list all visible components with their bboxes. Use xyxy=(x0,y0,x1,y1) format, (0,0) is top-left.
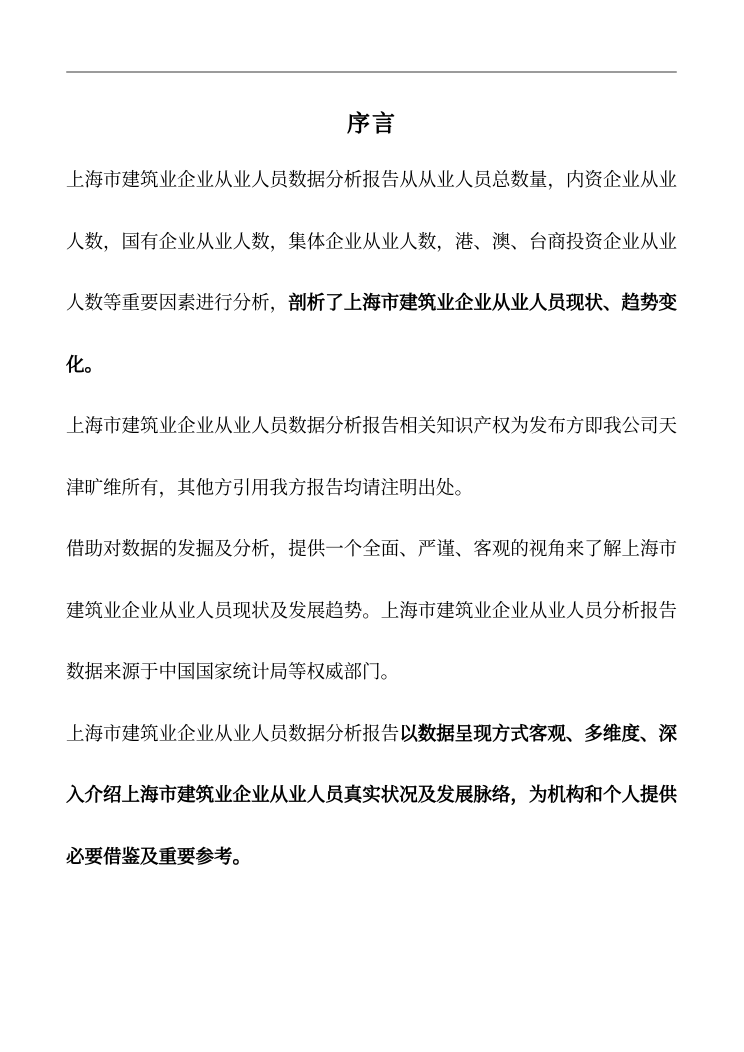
paragraph xyxy=(66,149,677,395)
paragraph-segment: 上海市建筑业企业从业人员数据分析报告 xyxy=(66,722,400,744)
document-title: 序言 xyxy=(347,110,397,136)
paragraph-segment: 上海市建筑业企业从业人员数据分析报告从从业人员总数量，内资企业从业人数，国有企业从业人数，集体企业从业人数，港、澳、台商投资企业从业人数等重要因素进行分析， xyxy=(66,169,677,313)
paragraph xyxy=(66,395,677,518)
paragraph-segment: 上海市建筑业企业从业人员数据分析报告相关知识产权为发布方即我公司天津旷维所有，其他方引用我方报告均请注明出处。 xyxy=(66,415,677,498)
paragraph xyxy=(66,518,677,703)
header-rule xyxy=(66,71,677,73)
paragraph-segment-bold: 剖析了上海市建筑业企业从业人员现状、趋势变化。 xyxy=(66,292,677,375)
paragraph-segment: 借助对数据的发掘及分析，提供一个全面、严谨、客观的视角来了解上海市建筑业企业从业人员现状及发展趋势。上海市建筑业企业从业人员分析报告数据来源于中国国家统计局等权威部门。 xyxy=(66,538,677,682)
document-body xyxy=(66,149,677,887)
paragraph xyxy=(66,703,677,888)
paragraph-segment-bold: 以数据呈现方式客观、多维度、深入介绍上海市建筑业企业从业人员真实状况及发展脉络，为机构和个人提供必要借鉴及重要参考。 xyxy=(66,722,677,867)
